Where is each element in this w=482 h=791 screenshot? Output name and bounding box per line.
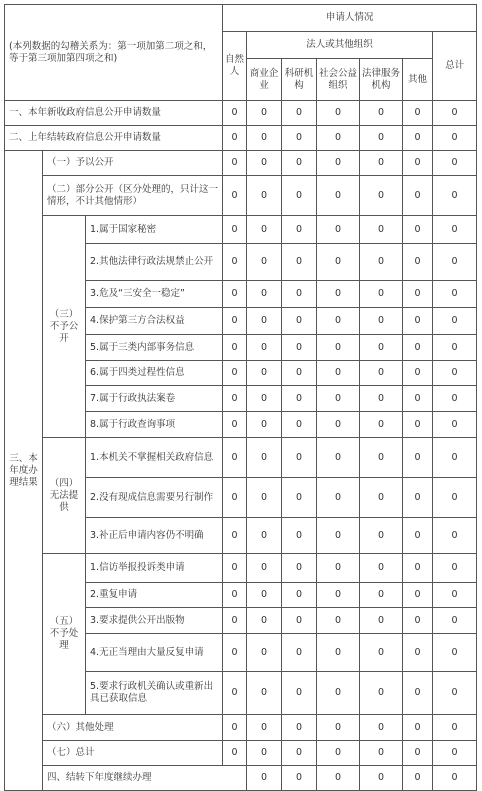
value-cell: 0 [403, 766, 433, 791]
value-cell: 0 [317, 583, 360, 608]
value-cell: 0 [360, 126, 403, 151]
value-cell: 0 [360, 634, 403, 672]
value-cell: 0 [403, 126, 433, 151]
value-cell: 0 [433, 281, 477, 308]
value-cell: 0 [282, 554, 317, 583]
value-cell: 0 [223, 672, 247, 715]
value-cell: 0 [403, 741, 433, 766]
value-cell: 0 [247, 554, 282, 583]
value-cell: 0 [282, 715, 317, 741]
value-cell: 0 [403, 478, 433, 518]
row-label: 1.信访举报投诉类申请 [86, 554, 223, 583]
value-cell: 0 [223, 176, 247, 216]
row-label: 6.属于四类过程性信息 [86, 361, 223, 386]
value-cell: 0 [317, 478, 360, 518]
value-cell: 0 [247, 281, 282, 308]
group-label: （五）不予处理 [43, 554, 86, 715]
value-cell: 0 [247, 151, 282, 176]
value-cell: 0 [223, 361, 247, 386]
value-cell: 0 [317, 281, 360, 308]
value-cell: 0 [360, 216, 403, 244]
value-cell: 0 [360, 672, 403, 715]
row-label: 7.属于行政执法案卷 [86, 386, 223, 412]
value-cell: 0 [433, 151, 477, 176]
value-cell: 0 [282, 126, 317, 151]
value-cell: 0 [223, 244, 247, 281]
value-cell: 0 [282, 151, 317, 176]
value-cell: 0 [360, 176, 403, 216]
value-cell: 0 [403, 101, 433, 126]
value-cell: 0 [317, 386, 360, 412]
value-cell: 0 [360, 715, 403, 741]
value-cell: 0 [360, 741, 403, 766]
row-label: （一）予以公开 [43, 151, 223, 176]
row-label: 二、上年结转政府信息公开申请数量 [5, 126, 223, 151]
legal-group-header: 法人或其他组织 [247, 32, 433, 59]
value-cell: 0 [433, 741, 477, 766]
value-cell: 0 [282, 438, 317, 478]
row-label: 1.属于国家秘密 [86, 216, 223, 244]
value-cell: 0 [433, 715, 477, 741]
row-label: 5.要求行政机关确认或重新出具已获取信息 [86, 672, 223, 715]
value-cell: 0 [403, 715, 433, 741]
value-cell: 0 [282, 244, 317, 281]
row-label: 4.保护第三方合法权益 [86, 308, 223, 335]
law-header: 法律服务机构 [360, 59, 403, 101]
research-header: 科研机构 [282, 59, 317, 101]
value-cell: 0 [247, 634, 282, 672]
value-cell: 0 [403, 176, 433, 216]
value-cell: 0 [433, 308, 477, 335]
total-header: 总计 [433, 32, 477, 101]
value-cell: 0 [360, 412, 403, 438]
value-cell: 0 [360, 308, 403, 335]
value-cell: 0 [282, 672, 317, 715]
value-cell: 0 [317, 608, 360, 634]
value-cell: 0 [360, 281, 403, 308]
value-cell: 0 [360, 554, 403, 583]
value-cell: 0 [403, 672, 433, 715]
value-cell: 0 [403, 386, 433, 412]
value-cell: 0 [317, 361, 360, 386]
value-cell: 0 [360, 766, 403, 791]
value-cell: 0 [360, 244, 403, 281]
value-cell: 0 [247, 101, 282, 126]
value-cell: 0 [282, 216, 317, 244]
value-cell: 0 [223, 126, 247, 151]
value-cell: 0 [403, 518, 433, 554]
value-cell: 0 [317, 176, 360, 216]
row-label: （七）总计 [43, 741, 223, 766]
value-cell: 0 [403, 608, 433, 634]
gov-info-disclosure-table [4, 4, 477, 791]
row-label: 2.没有现成信息需要另行制作 [86, 478, 223, 518]
value-cell: 0 [433, 244, 477, 281]
value-cell: 0 [403, 438, 433, 478]
row-label: 8.属于行政查询事项 [86, 412, 223, 438]
value-cell: 0 [282, 478, 317, 518]
value-cell: 0 [223, 101, 247, 126]
social-header: 社会公益组织 [317, 59, 360, 101]
value-cell: 0 [282, 412, 317, 438]
value-cell: 0 [433, 672, 477, 715]
value-cell: 0 [223, 216, 247, 244]
value-cell: 0 [223, 715, 247, 741]
value-cell: 0 [433, 216, 477, 244]
value-cell: 0 [433, 608, 477, 634]
value-cell: 0 [282, 176, 317, 216]
value-cell: 0 [282, 518, 317, 554]
value-cell: 0 [403, 244, 433, 281]
value-cell: 0 [433, 766, 477, 791]
value-cell: 0 [282, 608, 317, 634]
value-cell: 0 [317, 244, 360, 281]
value-cell: 0 [433, 554, 477, 583]
value-cell: 0 [317, 766, 360, 791]
value-cell: 0 [223, 281, 247, 308]
row-label: 3.要求提供公开出版物 [86, 608, 223, 634]
value-cell: 0 [317, 741, 360, 766]
row-label: （二）部分公开（区分处理的，只计这一情形，不计其他情形） [43, 176, 223, 216]
row-label: 1.本机关不掌握相关政府信息 [86, 438, 223, 478]
row-label: 四、结转下年度继续办理 [43, 766, 247, 791]
value-cell: 0 [403, 361, 433, 386]
row-label: 2.其他法律行政法规禁止公开 [86, 244, 223, 281]
value-cell: 0 [247, 741, 282, 766]
commercial-header: 商业企业 [247, 59, 282, 101]
value-cell: 0 [403, 308, 433, 335]
value-cell: 0 [282, 101, 317, 126]
value-cell: 0 [223, 741, 247, 766]
value-cell: 0 [433, 101, 477, 126]
value-cell: 0 [360, 478, 403, 518]
row-label: 5.属于三类内部事务信息 [86, 335, 223, 361]
value-cell: 0 [317, 126, 360, 151]
value-cell: 0 [433, 583, 477, 608]
value-cell: 0 [360, 583, 403, 608]
value-cell: 0 [247, 438, 282, 478]
value-cell: 0 [317, 554, 360, 583]
value-cell: 0 [403, 151, 433, 176]
value-cell: 0 [247, 412, 282, 438]
value-cell: 0 [403, 583, 433, 608]
row-label: 一、本年新收政府信息公开申请数量 [5, 101, 223, 126]
value-cell: 0 [282, 386, 317, 412]
value-cell: 0 [317, 335, 360, 361]
value-cell: 0 [247, 335, 282, 361]
value-cell: 0 [247, 715, 282, 741]
value-cell: 0 [317, 101, 360, 126]
value-cell: 0 [247, 216, 282, 244]
value-cell: 0 [223, 583, 247, 608]
row-label: 2.重复申请 [86, 583, 223, 608]
value-cell: 0 [317, 634, 360, 672]
value-cell: 0 [317, 412, 360, 438]
value-cell: 0 [282, 741, 317, 766]
value-cell: 0 [360, 101, 403, 126]
value-cell: 0 [317, 672, 360, 715]
value-cell: 0 [403, 281, 433, 308]
value-cell: 0 [223, 478, 247, 518]
value-cell: 0 [360, 438, 403, 478]
group-label: （三）不予公开 [43, 216, 86, 438]
value-cell: 0 [433, 386, 477, 412]
value-cell: 0 [360, 608, 403, 634]
value-cell: 0 [317, 216, 360, 244]
row-label: 4.无正当理由大量反复申请 [86, 634, 223, 672]
value-cell: 0 [282, 335, 317, 361]
value-cell: 0 [433, 335, 477, 361]
value-cell: 0 [360, 361, 403, 386]
group-label: （四）无法提供 [43, 438, 86, 554]
value-cell: 0 [317, 715, 360, 741]
row-label: （六）其他处理 [43, 715, 223, 741]
row-label: 3.危及“三安全一稳定” [86, 281, 223, 308]
value-cell: 0 [403, 412, 433, 438]
other-header: 其他 [403, 59, 433, 101]
value-cell: 0 [247, 518, 282, 554]
value-cell: 0 [317, 308, 360, 335]
value-cell: 0 [247, 244, 282, 281]
value-cell: 0 [282, 766, 317, 791]
value-cell: 0 [433, 518, 477, 554]
value-cell: 0 [403, 634, 433, 672]
value-cell: 0 [403, 554, 433, 583]
value-cell: 0 [360, 518, 403, 554]
value-cell: 0 [317, 151, 360, 176]
value-cell: 0 [223, 518, 247, 554]
value-cell: 0 [282, 634, 317, 672]
value-cell: 0 [433, 126, 477, 151]
value-cell: 0 [223, 634, 247, 672]
value-cell: 0 [403, 335, 433, 361]
value-cell: 0 [360, 335, 403, 361]
value-cell: 0 [282, 583, 317, 608]
value-cell: 0 [433, 412, 477, 438]
value-cell: 0 [433, 634, 477, 672]
value-cell: 0 [360, 386, 403, 412]
value-cell: 0 [433, 438, 477, 478]
natural-person-header: 自然人 [223, 32, 247, 101]
value-cell: 0 [282, 361, 317, 386]
value-cell: 0 [247, 672, 282, 715]
value-cell: 0 [223, 151, 247, 176]
table-note: (本列数据的勾稽关系为：第一项加第二项之和，等于第三项加第四项之和) [5, 5, 223, 101]
value-cell: 0 [433, 176, 477, 216]
value-cell: 0 [247, 386, 282, 412]
value-cell: 0 [247, 308, 282, 335]
applicant-status-header: 申请人情况 [223, 5, 477, 32]
value-cell: 0 [223, 554, 247, 583]
value-cell: 0 [223, 438, 247, 478]
value-cell: 0 [317, 438, 360, 478]
value-cell: 0 [247, 583, 282, 608]
value-cell: 0 [247, 361, 282, 386]
value-cell: 0 [223, 386, 247, 412]
value-cell: 0 [433, 478, 477, 518]
value-cell: 0 [433, 361, 477, 386]
value-cell: 0 [247, 126, 282, 151]
value-cell: 0 [223, 335, 247, 361]
section-label: 三、本年度办理结果 [5, 151, 43, 791]
value-cell: 0 [403, 216, 433, 244]
value-cell: 0 [223, 608, 247, 634]
value-cell: 0 [247, 478, 282, 518]
value-cell: 0 [360, 151, 403, 176]
value-cell: 0 [247, 608, 282, 634]
row-label: 3.补正后申请内容仍不明确 [86, 518, 223, 554]
value-cell: 0 [223, 308, 247, 335]
value-cell: 0 [282, 281, 317, 308]
value-cell: 0 [223, 412, 247, 438]
value-cell: 0 [247, 766, 282, 791]
value-cell: 0 [247, 176, 282, 216]
value-cell: 0 [317, 518, 360, 554]
value-cell: 0 [282, 308, 317, 335]
